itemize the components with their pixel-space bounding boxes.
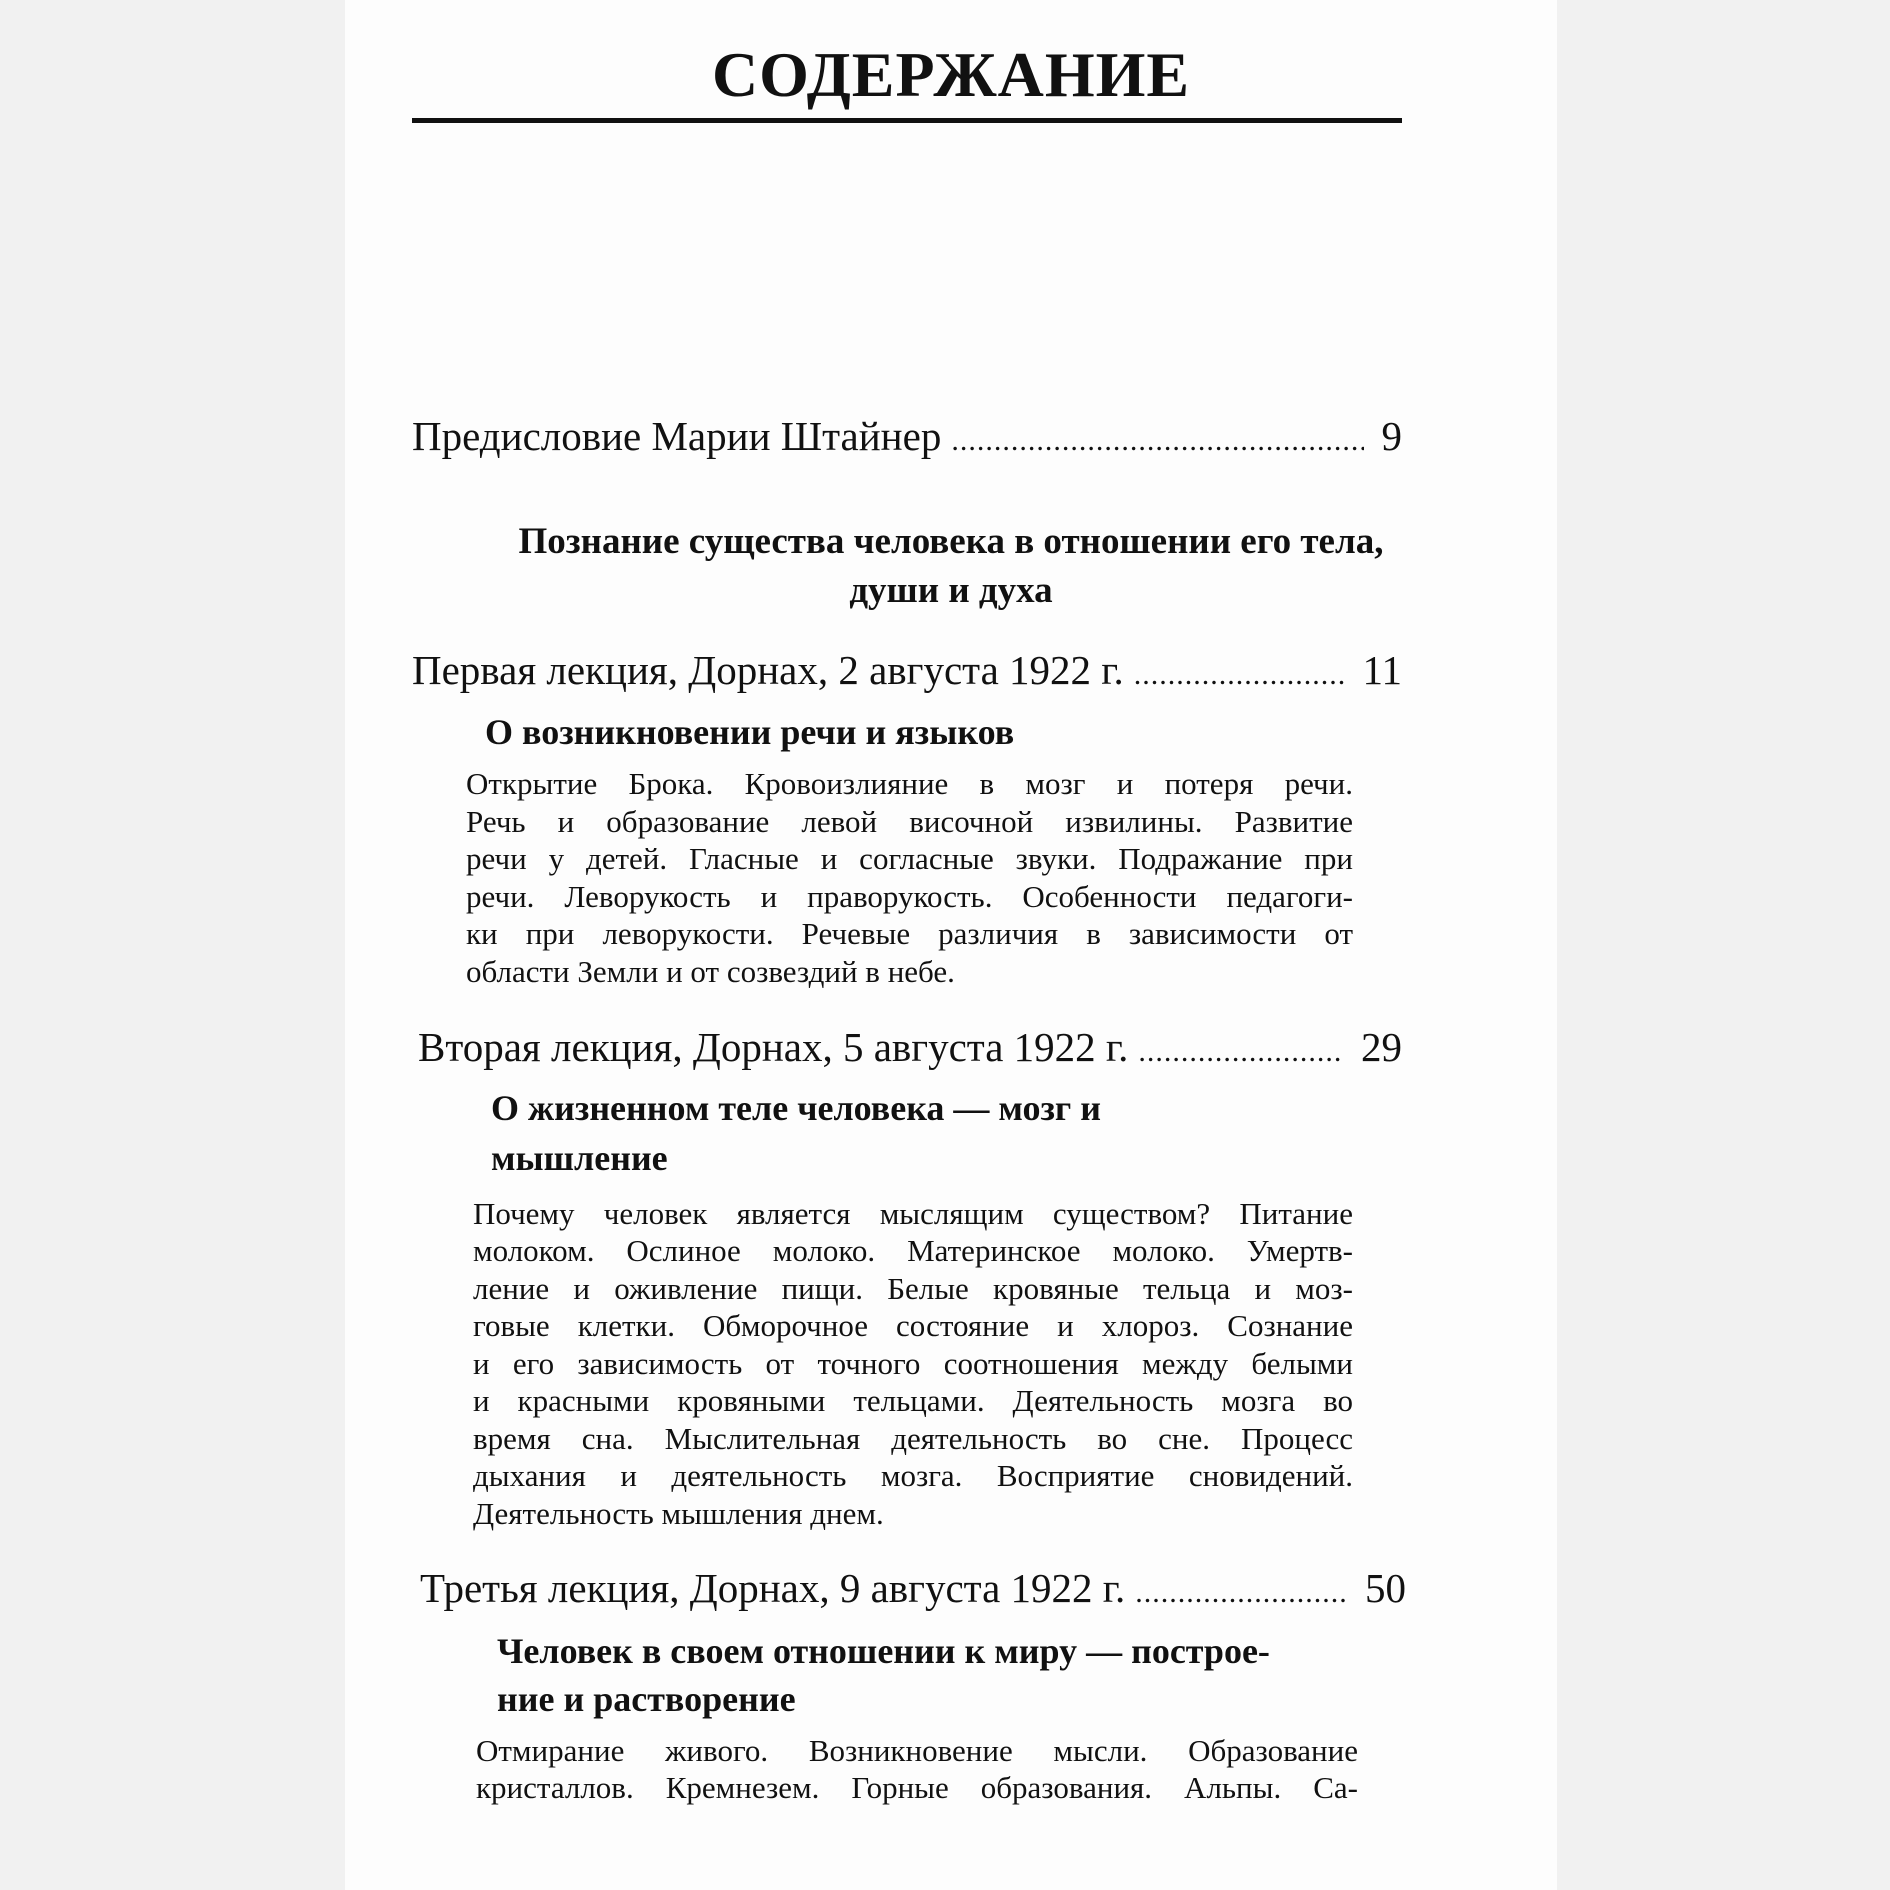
lecture-subtitle: мышление — [491, 1138, 668, 1178]
section-heading-line: души и духа — [849, 570, 1053, 611]
toc-page-number: 29 — [1361, 1024, 1402, 1070]
toc-entry-label: Предисловие Марии Штайнер — [412, 413, 942, 459]
summary-line: ки при леворукости. Речевые различия в зависимости от — [466, 916, 1353, 951]
summary-line: молоком. Ослиное молоко. Материнское молоко. Умертв- — [473, 1233, 1353, 1268]
lecture-subtitle: О жизненном теле человека — мозг и — [491, 1088, 1101, 1128]
summary-line: ление и оживление пищи. Белые кровяные тельца и моз- — [473, 1271, 1353, 1306]
title-rule — [412, 118, 1402, 123]
summary-line: кристаллов. Кремнезем. Горные образования. Альпы. Са- — [476, 1770, 1358, 1805]
leader-dots — [951, 424, 1363, 458]
toc-entry-label: Вторая лекция, Дорнах, 5 августа 1922 г. — [418, 1024, 1129, 1070]
summary-line: речи у детей. Гласные и согласные звуки. Подражание при — [466, 841, 1353, 876]
page-title: СОДЕРЖАНИЕ — [711, 39, 1191, 110]
summary-line: Открытие Брока. Кровоизлияние в мозг и потеря речи. — [466, 766, 1353, 801]
summary-line: Отмирание живого. Возникновение мысли. Образование — [476, 1733, 1358, 1768]
summary-line: речи. Леворукость и праворукость. Особенности педагоги- — [466, 879, 1353, 914]
toc-entry-lecture-2 — [418, 1023, 1402, 1071]
summary-line: дыхания и деятельность мозга. Восприятие сновидений. — [473, 1458, 1353, 1493]
toc-entry-label: Третья лекция, Дорнах, 9 августа 1922 г. — [420, 1565, 1126, 1611]
lecture-subtitle: О возникновении речи и языков — [485, 712, 1015, 752]
lecture-subtitle: Человек в своем отношении к миру — построе- — [497, 1631, 1270, 1671]
leader-dots — [1135, 1576, 1347, 1610]
summary-line: Деятельность мышления днем. — [473, 1496, 884, 1531]
summary-line: Речь и образование левой височной извилины. Развитие — [466, 804, 1353, 839]
summary-line: и красными кровяными тельцами. Деятельность мозга во — [473, 1383, 1353, 1418]
toc-entry-label: Первая лекция, Дорнах, 2 августа 1922 г. — [412, 647, 1124, 693]
toc-page-number: 11 — [1362, 647, 1402, 693]
summary-line: время сна. Мыслительная деятельность во сне. Процесс — [473, 1421, 1353, 1456]
section-heading-line: Познание существа человека в отношении его тела, — [518, 521, 1384, 562]
toc-page-number: 50 — [1365, 1565, 1406, 1611]
toc-page-number: 9 — [1381, 413, 1402, 459]
lecture-subtitle: ние и растворение — [497, 1679, 796, 1719]
summary-line: области Земли и от созвездий в небе. — [466, 954, 955, 989]
leader-dots — [1138, 1035, 1343, 1069]
leader-dots — [1134, 658, 1345, 692]
toc-entry-preface — [412, 412, 1402, 460]
toc-entry-lecture-1 — [412, 646, 1402, 694]
summary-line: Почему человек является мыслящим существом? Питание — [473, 1196, 1353, 1231]
summary-line: говые клетки. Обморочное состояние и хлороз. Сознание — [473, 1308, 1353, 1343]
summary-line: и его зависимость от точного соотношения между белыми — [473, 1346, 1353, 1381]
toc-entry-lecture-3 — [420, 1564, 1406, 1612]
book-page — [345, 0, 1557, 1890]
